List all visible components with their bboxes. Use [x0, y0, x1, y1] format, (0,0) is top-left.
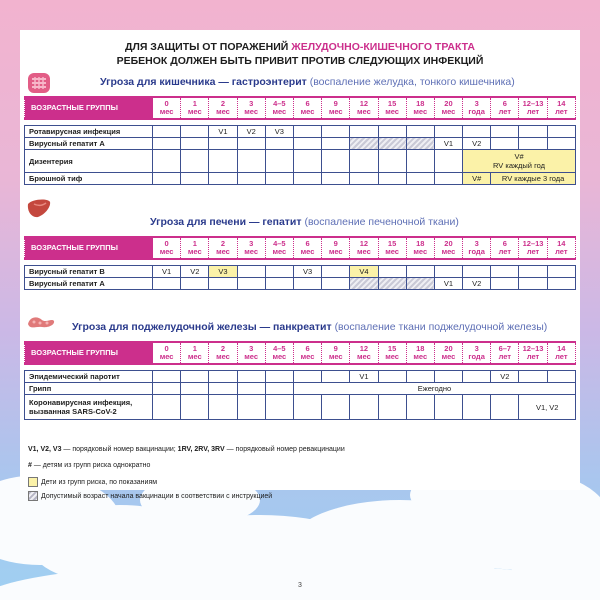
cell-risk-group: RV каждые 3 года [491, 173, 576, 185]
age-col: 15 мес [378, 97, 406, 119]
cell [519, 138, 547, 150]
age-col: 18 мес [406, 342, 434, 364]
cell-risk-group: V3 [209, 266, 237, 278]
cell [350, 126, 378, 138]
age-col: 9 мес [322, 97, 350, 119]
cell [265, 150, 293, 173]
schedule-card [20, 30, 580, 490]
cell [209, 150, 237, 173]
age-col: 0 мес [153, 97, 181, 119]
cell [322, 173, 350, 185]
cell [350, 395, 378, 420]
cell [181, 173, 209, 185]
yellow-swatch [28, 477, 38, 487]
table-row [25, 278, 576, 290]
cell [406, 150, 434, 173]
cell [181, 150, 209, 173]
age-col: 12 мес [350, 237, 378, 259]
age-col: 9 мес [322, 237, 350, 259]
cell [463, 395, 491, 420]
age-col: 14 лет [547, 237, 575, 259]
cell [181, 138, 209, 150]
legend-line-1: V1, V2, V3 — порядковый номер вакцинации; 1RV, 2RV, 3RV — порядковый номер ревакцинации [28, 446, 345, 453]
age-header-row [25, 237, 576, 259]
page-number: 3 [298, 582, 302, 589]
headline-line1: ДЛЯ ЗАЩИТЫ ОТ ПОРАЖЕНИЙ [124, 41, 292, 53]
cell [237, 173, 265, 185]
cell [378, 395, 406, 420]
table-row [25, 126, 576, 138]
cell [265, 371, 293, 383]
table-pancreas [24, 341, 576, 420]
cell [322, 150, 350, 173]
cell [293, 371, 321, 383]
age-col: 12 мес [350, 97, 378, 119]
cell: V1 [153, 266, 181, 278]
cell [209, 383, 237, 395]
cell [547, 278, 575, 290]
cell [265, 138, 293, 150]
cell: V2 [181, 266, 209, 278]
cell-allowed-start [378, 138, 406, 150]
cell [181, 395, 209, 420]
age-col: 4–5 мес [265, 97, 293, 119]
cell: V1 [434, 278, 462, 290]
cell [491, 395, 519, 420]
age-col: 4–5 мес [265, 342, 293, 364]
cell: V3 [265, 126, 293, 138]
age-col: 6 мес [293, 342, 321, 364]
age-col: 12 мес [350, 342, 378, 364]
age-header-label: ВОЗРАСТНЫЕ ГРУППЫ [25, 97, 153, 119]
cell [293, 138, 321, 150]
age-col: 18 мес [406, 97, 434, 119]
row-label: Вирусный гепатит В [25, 266, 153, 278]
cell [153, 150, 181, 173]
cell-risk-group: V4 [350, 266, 378, 278]
cell [463, 126, 491, 138]
cell [519, 126, 547, 138]
cell [350, 150, 378, 173]
intestine-icon [26, 70, 52, 96]
cell [491, 138, 519, 150]
table-row [25, 383, 576, 395]
cell [237, 371, 265, 383]
liver-icon [26, 198, 52, 220]
age-col: 20 мес [434, 237, 462, 259]
cell [350, 173, 378, 185]
age-col: 6 мес [293, 237, 321, 259]
table-intestine [24, 96, 576, 185]
cell [547, 138, 575, 150]
age-col: 15 мес [378, 342, 406, 364]
row-label: Грипп [25, 383, 153, 395]
table-row [25, 371, 576, 383]
age-col: 1 мес [181, 237, 209, 259]
age-col: 12–13 лет [519, 237, 547, 259]
cell [491, 278, 519, 290]
cell [265, 266, 293, 278]
table-row [25, 173, 576, 185]
section-title-intestine: Угроза для кишечника — гастроэнтерит (воспаление желудка, тонкого кишечника) [100, 76, 515, 88]
cell [293, 395, 321, 420]
age-col: 12–13 лет [519, 342, 547, 364]
cell [434, 395, 462, 420]
cell [519, 266, 547, 278]
row-label: Вирусный гепатит А [25, 138, 153, 150]
age-col: 2 мес [209, 342, 237, 364]
cell [265, 173, 293, 185]
age-col: 20 мес [434, 342, 462, 364]
cell [181, 126, 209, 138]
cell [181, 278, 209, 290]
cell [237, 138, 265, 150]
legend-line-2: # — детям из групп риска однократно [28, 462, 151, 469]
cell: V2 [237, 126, 265, 138]
table-row [25, 266, 576, 278]
cell [209, 371, 237, 383]
cell [378, 173, 406, 185]
cell [237, 150, 265, 173]
age-col: 6 лет [491, 97, 519, 119]
cell [153, 278, 181, 290]
cell: V1 [209, 126, 237, 138]
age-col: 2 мес [209, 97, 237, 119]
headline-highlight: ЖЕЛУДОЧНО-КИШЕЧНОГО ТРАКТА [291, 41, 476, 53]
table-row [25, 138, 576, 150]
cell [293, 126, 321, 138]
age-header-row [25, 342, 576, 364]
cell-allowed-start [350, 278, 378, 290]
pancreas-icon [26, 312, 56, 332]
cell [237, 383, 265, 395]
cell [378, 371, 406, 383]
cell [322, 138, 350, 150]
cell [547, 371, 575, 383]
age-col: 6 лет [491, 237, 519, 259]
cell [547, 266, 575, 278]
cell-risk-group: V# RV каждый год [463, 150, 576, 173]
age-col: 1 мес [181, 97, 209, 119]
row-label: Ротавирусная инфекция [25, 126, 153, 138]
cell-allowed-start [378, 278, 406, 290]
age-col: 14 лет [547, 342, 575, 364]
cell [406, 266, 434, 278]
cell [406, 126, 434, 138]
cell: V1 [350, 371, 378, 383]
cell [237, 266, 265, 278]
cell [434, 126, 462, 138]
cell: V1, V2 [519, 395, 576, 420]
cell [434, 371, 462, 383]
age-header-label: ВОЗРАСТНЫЕ ГРУППЫ [25, 237, 153, 259]
cell [322, 266, 350, 278]
cell [322, 278, 350, 290]
age-header-label: ВОЗРАСТНЫЕ ГРУППЫ [25, 342, 153, 364]
age-col: 14 лет [547, 97, 575, 119]
legend-line-4: Допустимый возраст начала вакцинации в соответствии с инструкцией [28, 491, 272, 501]
cell [181, 371, 209, 383]
cell [209, 138, 237, 150]
cell-allowed-start [350, 138, 378, 150]
cell [463, 266, 491, 278]
cell [293, 278, 321, 290]
age-col: 3 мес [237, 97, 265, 119]
cell-annual: Ежегодно [293, 383, 575, 395]
age-col: 3 мес [237, 342, 265, 364]
section-title-pancreas: Угроза для поджелудочной железы — панкреатит (воспаление ткани поджелудочной железы) [72, 321, 548, 333]
cell-allowed-start [406, 278, 434, 290]
age-col: 20 мес [434, 97, 462, 119]
cell-risk-group: V# [463, 173, 491, 185]
hatch-swatch [28, 491, 38, 501]
cell [491, 126, 519, 138]
cell-allowed-start [406, 138, 434, 150]
age-col: 0 мес [153, 342, 181, 364]
cell [463, 371, 491, 383]
age-col: 3 года [463, 342, 491, 364]
cell [153, 173, 181, 185]
cell [153, 395, 181, 420]
row-label: Вирусный гепатит А [25, 278, 153, 290]
cell [491, 266, 519, 278]
age-col: 3 года [463, 97, 491, 119]
cell [519, 371, 547, 383]
cell [153, 383, 181, 395]
table-row [25, 150, 576, 173]
cell [434, 173, 462, 185]
headline [20, 40, 580, 68]
cell [406, 371, 434, 383]
age-col: 9 мес [322, 342, 350, 364]
headline-line2: РЕБЕНОК ДОЛЖЕН БЫТЬ ПРИВИТ ПРОТИВ СЛЕДУЮЩИХ ИНФЕКЦИЙ [116, 55, 484, 67]
row-label: Эпидемический паротит [25, 371, 153, 383]
cell [434, 150, 462, 173]
cell [153, 126, 181, 138]
row-label: Дизентерия [25, 150, 153, 173]
cell [293, 150, 321, 173]
cell [209, 173, 237, 185]
age-col: 1 мес [181, 342, 209, 364]
age-col: 0 мес [153, 237, 181, 259]
cell: V1 [434, 138, 462, 150]
age-col: 2 мес [209, 237, 237, 259]
age-col: 15 мес [378, 237, 406, 259]
cell: V2 [463, 138, 491, 150]
age-col: 4–5 мес [265, 237, 293, 259]
cell [237, 278, 265, 290]
cell [153, 371, 181, 383]
cell [181, 383, 209, 395]
age-header-row [25, 97, 576, 119]
cell: V2 [463, 278, 491, 290]
cell [406, 173, 434, 185]
cell [209, 395, 237, 420]
cell [237, 395, 265, 420]
cell [153, 138, 181, 150]
table-row [25, 395, 576, 420]
legend-line-3: Дети из групп риска, по показаниям [28, 477, 157, 487]
cell [322, 395, 350, 420]
cell [322, 371, 350, 383]
cell [519, 278, 547, 290]
age-col: 3 мес [237, 237, 265, 259]
age-col: 6–7 лет [491, 342, 519, 364]
cell: V2 [491, 371, 519, 383]
cell [322, 126, 350, 138]
cell [378, 150, 406, 173]
cell [265, 383, 293, 395]
age-col: 6 мес [293, 97, 321, 119]
cell [209, 278, 237, 290]
cell [406, 395, 434, 420]
cell [265, 278, 293, 290]
section-title-liver: Угроза для печени — гепатит (воспаление печеночной ткани) [150, 216, 459, 228]
row-label: Коронавирусная инфекция, вызванная SARS-CoV-2 [25, 395, 153, 420]
cell [378, 126, 406, 138]
cell [547, 126, 575, 138]
cell [434, 266, 462, 278]
age-col: 18 мес [406, 237, 434, 259]
cell [265, 395, 293, 420]
cell [293, 173, 321, 185]
table-liver [24, 236, 576, 290]
cell [378, 266, 406, 278]
cell: V3 [293, 266, 321, 278]
age-col: 3 года [463, 237, 491, 259]
row-label: Брюшной тиф [25, 173, 153, 185]
age-col: 12–13 лет [519, 97, 547, 119]
